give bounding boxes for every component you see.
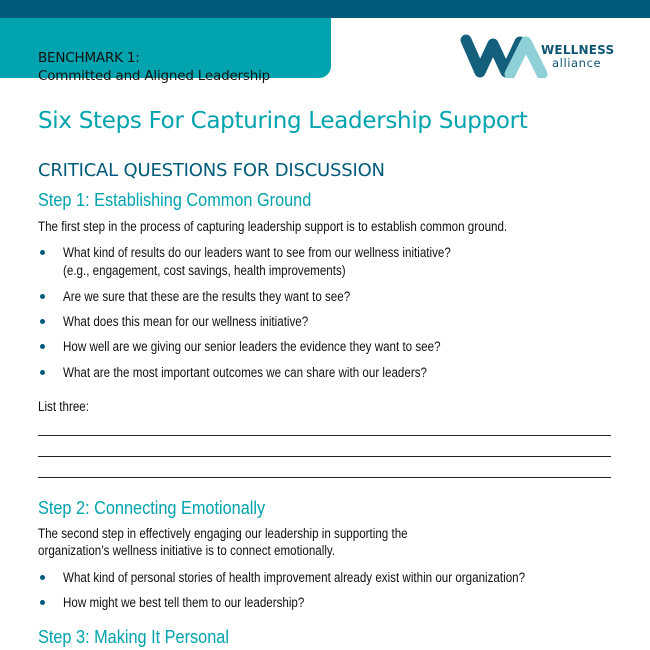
bullet-text: What are the most important outcomes we can share with our leaders? [63,365,427,380]
step-1-title: Step 1: Establishing Common Ground [38,189,312,210]
step-2-intro-line-1: The second step in effectively engaging our leadership in supporting the [38,526,408,541]
benchmark-number: BENCHMARK 1: [38,50,140,66]
page-title: Six Steps For Capturing Leadership Support [38,108,528,134]
answer-line-3[interactable] [38,477,611,478]
step-1-intro: The first step in the process of capturing leadership support is to establish common ground. [38,219,508,234]
bullet-text: What kind of personal stories of health improvement already exist within our organization? [63,570,526,585]
benchmark-label [38,49,270,85]
logo-word-alliance: alliance [552,56,602,70]
bullet-text: What kind of results do our leaders want to see from our wellness initiative? [63,245,451,260]
wellness-alliance-logo [460,34,620,78]
step-2-intro-line-2: organization’s wellness initiative is to connect emotionally. [38,543,336,558]
bullet-icon [40,344,45,349]
answer-line-2[interactable] [38,456,611,457]
wa-logo-icon [460,34,552,78]
bullet-icon [40,294,45,299]
bullet-icon [40,370,45,375]
list-prompt: List three: [38,399,89,414]
answer-line-1[interactable] [38,435,611,436]
bullet-text: How well are we giving our senior leaders the evidence they want to see? [63,339,441,354]
step-3-title: Step 3: Making It Personal [38,626,229,647]
bullet-text: What does this mean for our wellness initiative? [63,314,309,329]
top-color-band [0,0,650,18]
benchmark-name: Committed and Aligned Leadership [38,68,271,84]
bullet-icon [40,319,45,324]
logo-word-wellness: WELLNESS [541,43,615,57]
bullet-icon [40,250,45,255]
bullet-text: Are we sure that these are the results they want to see? [63,289,351,304]
bullet-text: How might we best tell them to our leadership? [63,595,305,610]
bullet-icon [40,575,45,580]
section-title: CRITICAL QUESTIONS FOR DISCUSSION [38,160,385,181]
benchmark-tab [0,18,331,84]
bullet-icon [40,600,45,605]
step-2-title: Step 2: Connecting Emotionally [38,497,266,518]
bullet-text-continued: (e.g., engagement, cost savings, health improvements) [63,263,346,278]
